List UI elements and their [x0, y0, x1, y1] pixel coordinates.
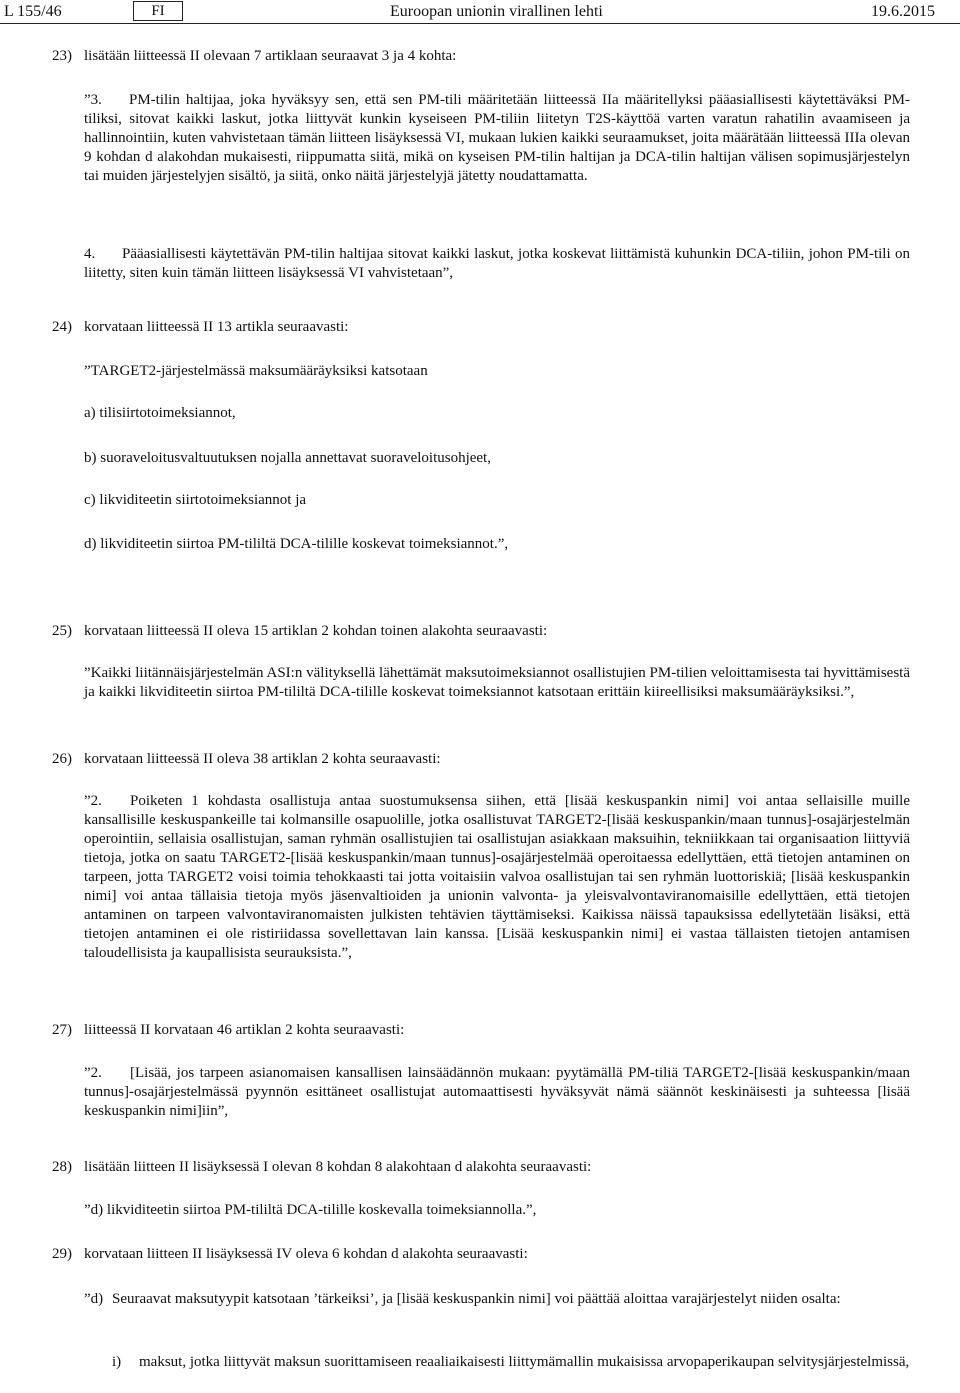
item-28-text: lisätään liitteen II lisäyksessä I olevan 8 kohdan 8 alakohtaan d alakohta seuraavasti: [84, 1159, 592, 1175]
item-26-paragraph: Poiketen 1 kohdasta osallistuja antaa suostumuksensa siihen, että [lisää keskuspankin nimi] voi antaa sellaisille muille kansallisille keskuspankeille tai kolmansille osapuolille, jotka osallistuvat TARGET2-[lisää keskuspankin/maan tunnus]-osajärjestelmän operointiin, sellaisia osallistujan, saman ryhmän osallistujien tai osallistujan asiakkaan maksuihin, tekniikkaan tai organisaation liittyviä tietoja, jotka on saatu TARGET2-[lisää keskuspankin/maan tunnus]-osajärjestelmää operoitaessa edellyttäen, että tietojen antaminen on tarpeen, jotta TARGET2 voisi toimia tehokkaasti tai jotta voitaisiin valvoa osallistujan tai sen ryhmän luottoriskiä; [lisää keskuspankin nimi] voi antaa tällaisia tietoja myös jäsenvaltioiden ja unionin valvonta- ja yleisvalvontaviranomaisille edellyttäen, että tietojen antaminen on tarpeen valvontaviranomaisten julkisten tehtävien täyttämiseksi. Kaikissa näissä tapauksissa edellytetään lisäksi, että tietojen antaminen ei ole ristiriidassa sovellettavan lain kanssa. [Lisää keskuspankin nimi] ei vastaa tällaisten tietojen antamisen taloudellisista ja kaupallisista seurauksista.”, [84, 793, 910, 961]
item-29-text: korvataan liitteen II lisäyksessä IV oleva 6 kohdan d alakohta seuraavasti: [84, 1246, 528, 1262]
item-24-intro: ”TARGET2-järjestelmässä maksumääräyksiksi katsotaan [84, 363, 428, 379]
item-26-text: korvataan liitteessä II oleva 38 artiklan 2 kohta seuraavasti: [84, 751, 441, 767]
item-28-quote: ”d) likviditeetin siirtoa PM-tililtä DCA-tilille koskevalla toimeksiannolla.”, [84, 1202, 537, 1218]
item-number-27: 27) [52, 1022, 72, 1038]
item-27-text: liitteessä II korvataan 46 artiklan 2 kohta seuraavasti: [84, 1022, 405, 1038]
item-number-28: 28) [52, 1159, 72, 1175]
item-number-23: 23) [52, 48, 72, 64]
item-24-point-b: b) suoraveloitusvaltuutuksen nojalla annettavat suoraveloitusohjeet, [84, 450, 491, 466]
item-number-24: 24) [52, 319, 72, 335]
item-23-paragraph-4-number: 4. [84, 246, 96, 262]
journal-title: Euroopan unionin virallinen lehti [390, 3, 603, 20]
item-23-paragraph-3: PM-tilin haltijaa, joka hyväksyy sen, että sen PM-tili määritetään liitteessä IIa määritellyksi pääasiallisesti käytettäväksi PM-tiliksi, sitovat kaikki laskut, jotka liittyvät kunkin kyseiseen PM-tiliin liitetyn T2S-käyttöä varten varatun rahatilin avaamiseen ja hallinnointiin, kuten vahvistetaan tämän liitteen lisäyksessä VI, mukaan lukien kaikki seuraamukset, joita määrätään liitteessä IIIa olevan 9 kohdan d alakohdan mukaisesti, riippumatta siitä, mikä on kyseisen PM-tilin haltijan ja DCA-tilin haltijan välisen sopimusjärjestelyn tai muiden järjestelyjen sisältö, ja siitä, onko näitä järjestelyjä jätetty noudattamatta. [84, 92, 910, 184]
item-number-26: 26) [52, 751, 72, 767]
item-24-point-a: a) tilisiirtotoimeksiannot, [84, 405, 236, 421]
item-27-paragraph-number: ”2. [84, 1065, 102, 1081]
item-29-subpoint-i: maksut, jotka liittyvät maksun suorittamiseen reaaliaikaisesti liittymämallin mukaisissa arvopaperikaupan selvitysjärjestelmissä, [139, 1354, 910, 1370]
item-23-text: lisätään liitteessä II olevaan 7 artiklaan seuraavat 3 ja 4 kohta: [84, 48, 457, 64]
item-24-point-c: c) likviditeetin siirtotoimeksiannot ja [84, 492, 307, 508]
header-divider [0, 23, 960, 24]
item-23-paragraph-4: Pääasiallisesti käytettävän PM-tilin haltijaa sitovat kaikki laskut, jotka koskevat liittämistä kuhunkin DCA-tiliin, johon PM-tili on liitetty, siten kuin tämän liitteen lisäyksessä VI vahvistetaan”, [84, 246, 910, 281]
item-number-25: 25) [52, 623, 72, 639]
item-24-text: korvataan liitteessä II 13 artikla seuraavasti: [84, 319, 349, 335]
page-reference: L 155/46 [4, 3, 62, 20]
page-header [0, 0, 960, 24]
item-23-paragraph-3-number: ”3. [84, 92, 102, 108]
item-29-point-d: Seuraavat maksutyypit katsotaan ’tärkeiksi’, ja [lisää keskuspankin nimi] voi päättää aloittaa varajärjestelyt niiden osalta: [112, 1291, 841, 1307]
item-29-point-d-number: ”d) [84, 1291, 104, 1307]
item-25-text: korvataan liitteessä II oleva 15 artiklan 2 kohdan toinen alakohta seuraavasti: [84, 623, 548, 639]
item-number-29: 29) [52, 1246, 72, 1262]
item-29-subpoint-i-number: i) [112, 1354, 122, 1370]
language-code-box: FI [133, 1, 183, 21]
publication-date: 19.6.2015 [871, 3, 935, 20]
item-27-paragraph: [Lisää, jos tarpeen asianomaisen kansallisen lainsäädännön mukaan: pyytämällä PM-tiliä TARGET2-[lisää keskuspankin/maan tunnus]-osajärjestelmässä pyynnön esittäneet osallistujat automaattisesti hyväksyvät nämä säännöt keskinäisesti ja suhteessa [lisää keskuspankin nimi]iin”, [84, 1065, 910, 1119]
item-24-point-d: d) likviditeetin siirtoa PM-tililtä DCA-tilille koskevat toimeksiannot.”, [84, 536, 509, 552]
item-25-quote: ”Kaikki liitännäisjärjestelmän ASI:n välityksellä lähettämät maksutoimeksiannot osallistujien PM-tilien veloittamisesta tai hyvittämisestä ja kaikki likviditeetin siirtoa PM-tililtä DCA-tilille koskevat toimeksiannot katsotaan erittäin kiireellisiksi maksumääräyksiksi.”, [84, 665, 910, 700]
item-26-paragraph-number: ”2. [84, 793, 102, 809]
